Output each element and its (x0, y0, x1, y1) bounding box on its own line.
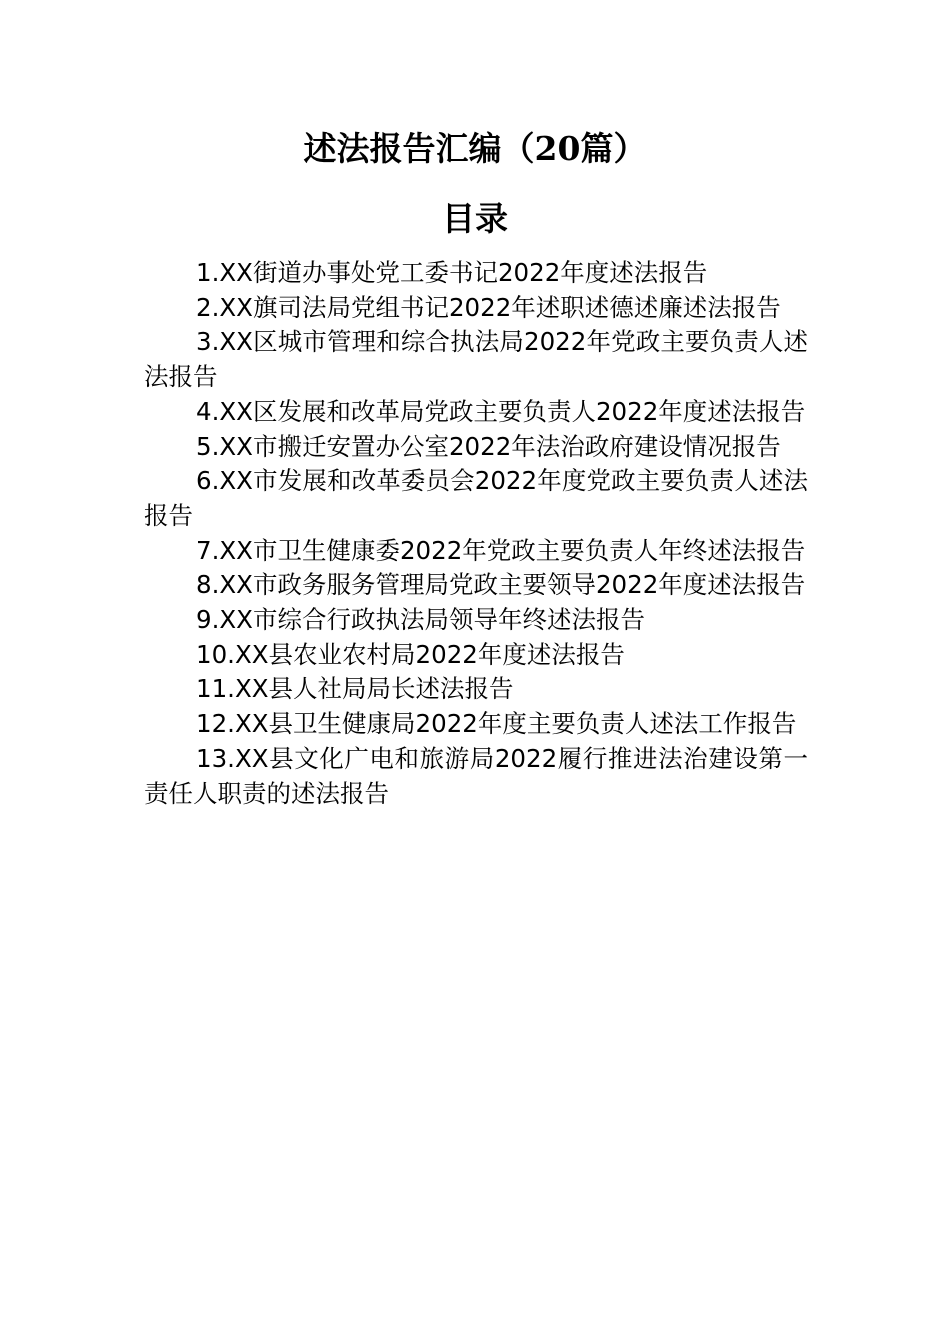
toc-item-8: 8.XX市政务服务管理局党政主要领导2022年度述法报告 (196, 570, 806, 600)
table-of-contents (144, 256, 808, 811)
toc-item-1: 1.XX街道办事处党工委书记2022年度述法报告 (196, 258, 708, 287)
toc-item-4: 4.XX区发展和改革局党政主要负责人2022年度述法报告 (196, 396, 806, 426)
toc-item-7: 7.XX市卫生健康委2022年党政主要负责人年终述法报告 (196, 535, 806, 565)
toc-item-12: 12.XX县卫生健康局2022年度主要负责人述法工作报告 (196, 709, 797, 739)
toc-item-11: 11.XX县人社局局长述法报告 (196, 674, 514, 704)
document-title: 述法报告汇编（20篇） (303, 129, 647, 168)
toc-item-2: 2.XX旗司法局党组书记2022年述职述德述廉述法报告 (196, 292, 781, 322)
toc-item-5: 5.XX市搬迁安置办公室2022年法治政府建设情况报告 (196, 431, 781, 461)
toc-item-10: 10.XX县农业农村局2022年度述法报告 (196, 639, 625, 669)
toc-item-3: 3.XX区城市管理和综合执法局2022年党政主要负责人述法报告 (144, 327, 808, 392)
toc-item-6: 6.XX市发展和改革委员会2022年度党政主要负责人述法报告 (144, 466, 808, 530)
toc-item-9: 9.XX市综合行政执法局领导年终述法报告 (196, 605, 645, 635)
toc-item-13: 13.XX县文化广电和旅游局2022履行推进法治建设第一责任人职责的述法报告 (144, 743, 808, 808)
toc-heading: 目录 (442, 199, 508, 238)
